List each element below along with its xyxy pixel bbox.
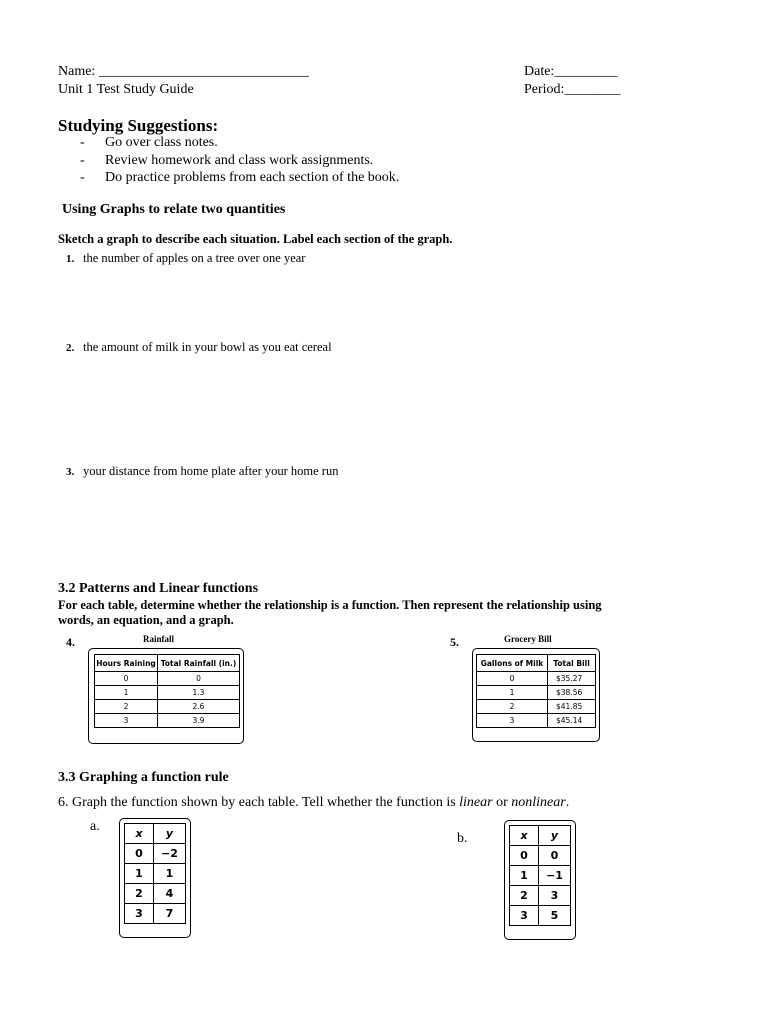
date-field-label: Date:_________ <box>524 64 618 79</box>
table-row: 3 5 <box>510 906 571 926</box>
suggestions-heading: Studying Suggestions: <box>58 116 219 135</box>
table-row: 2 $41.85 <box>477 700 596 714</box>
table-header: Total Bill <box>548 655 596 672</box>
table-row: 1 1 <box>125 864 186 884</box>
table-header: Gallons of Milk <box>477 655 548 672</box>
table-row: 3 $45.14 <box>477 714 596 728</box>
problem-3: 3. your distance from home plate after your home run <box>66 464 339 478</box>
rainfall-table <box>94 654 240 728</box>
table-row: 0 0 <box>510 846 571 866</box>
rainfall-table-title: Rainfall <box>143 634 175 644</box>
suggestion-item: - Review homework and class work assignments. <box>80 152 374 168</box>
table-row: 2 4 <box>125 884 186 904</box>
part-b-label: b. <box>457 831 468 846</box>
suggestions-list <box>80 134 399 187</box>
suggestion-item: - Do practice problems from each section of the book. <box>80 170 400 185</box>
table-header: x <box>125 824 154 844</box>
table-header: Hours Raining <box>95 655 158 672</box>
table-row: 2 3 <box>510 886 571 906</box>
problem-1: 1. the number of apples on a tree over one year <box>66 251 306 265</box>
problem-4-number: 4. <box>66 635 75 649</box>
grocery-table-title: Grocery Bill <box>504 634 552 644</box>
table-row: 0 −2 <box>125 844 186 864</box>
problem-2: 2. the amount of milk in your bowl as you eat cereal <box>66 340 332 354</box>
table-header: Total Rainfall (in.) <box>158 655 240 672</box>
part-a-label: a. <box>90 819 100 834</box>
section-linear-heading: 3.2 Patterns and Linear functions <box>58 581 259 596</box>
document-title: Unit 1 Test Study Guide <box>58 82 194 97</box>
section-linear-instruction-1: For each table, determine whether the relationship is a function. Then represent the relationship using <box>58 598 602 612</box>
grocery-table <box>476 654 596 728</box>
table-b <box>509 825 571 926</box>
section-graphs-instruction: Sketch a graph to describe each situation. Label each section of the graph. <box>58 232 453 246</box>
table-header: x <box>510 826 539 846</box>
section-linear-instruction-2: words, an equation, and a graph. <box>58 613 234 627</box>
table-row: 1 $38.56 <box>477 686 596 700</box>
section-function-rule-heading: 3.3 Graphing a function rule <box>58 770 229 785</box>
table-row: 3 7 <box>125 904 186 924</box>
table-a <box>124 823 186 924</box>
table-row: 0 0 <box>95 672 240 686</box>
table-row: 1 −1 <box>510 866 571 886</box>
problem-6-instruction: 6. Graph the function shown by each table. Tell whether the function is linear or nonlinear. <box>58 795 570 810</box>
section-graphs-heading: Using Graphs to relate two quantities <box>62 202 286 217</box>
table-row: 1 1.3 <box>95 686 240 700</box>
suggestion-item: - Go over class notes. <box>80 135 218 150</box>
problem-5-number: 5. <box>450 635 459 649</box>
name-field-label: Name: ______________________________ <box>58 64 309 79</box>
table-row: 3 3.9 <box>95 714 240 728</box>
table-header: y <box>539 826 571 846</box>
table-row: 2 2.6 <box>95 700 240 714</box>
table-header: y <box>154 824 186 844</box>
period-field-label: Period:________ <box>524 82 621 97</box>
table-row: 0 $35.27 <box>477 672 596 686</box>
